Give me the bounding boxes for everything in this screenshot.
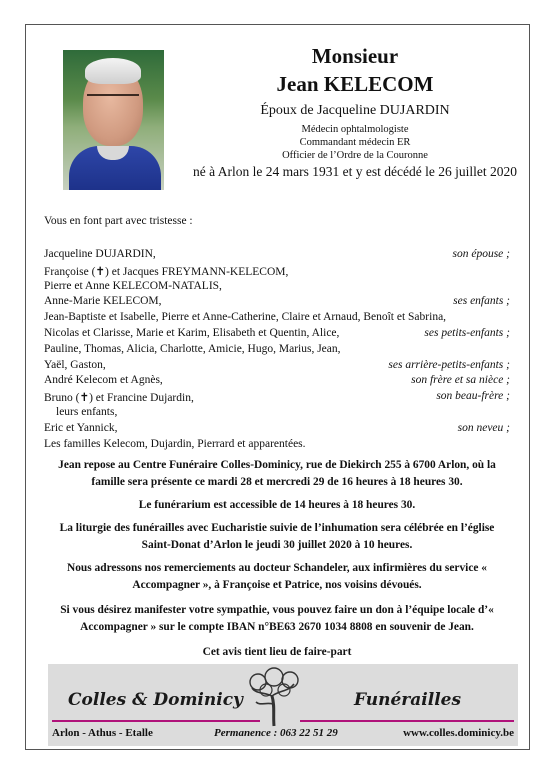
- funeral-home-banner: [48, 664, 518, 746]
- role-line: Commandant médecin ER: [299, 137, 411, 148]
- family-row: [44, 327, 510, 343]
- family-row: [44, 374, 510, 390]
- family-names: Bruno (✝) et Francine Dujardin,: [44, 392, 194, 405]
- family-row: [44, 406, 510, 422]
- family-row: [44, 295, 510, 311]
- family-relation: ses enfants ;: [453, 295, 510, 308]
- phone-number[interactable]: Permanence : 063 22 51 29: [214, 727, 338, 739]
- accent-line: [52, 720, 260, 722]
- accent-line: [300, 720, 514, 722]
- portrait-photo: [63, 50, 164, 190]
- family-names: Jacqueline DUJARDIN,: [44, 248, 156, 260]
- intro-text: Vous en font part avec tristesse :: [44, 215, 193, 227]
- family-relation: son beau-frère ;: [436, 390, 510, 403]
- family-names: Les familles Kelecom, Dujardin, Pierrard et apparentées.: [44, 437, 306, 450]
- family-names: Anne-Marie KELECOM,: [44, 295, 162, 308]
- family-names: leurs enfants,: [56, 406, 118, 418]
- family-relation: son épouse ;: [452, 248, 510, 260]
- notice-funeral: La liturgie des funérailles avec Eucharistie suivie de l’inhumation sera célébrée en l’église Saint-Donat d’Arlon le jeudi 30 juillet 2020 à 10 heures.: [59, 522, 495, 551]
- family-names: Eric et Yannick,: [44, 421, 118, 434]
- birth-death-line: né à Arlon le 24 mars 1931 et y est décédé le 26 juillet 2020: [193, 164, 517, 179]
- family-names: Pierre et Anne KELECOM-NATALIS,: [44, 279, 222, 292]
- family-names: Yaël, Gaston,: [44, 358, 106, 371]
- family-row: [44, 248, 510, 264]
- role-line: Officier de l’Ordre de la Couronne: [282, 150, 428, 161]
- family-relation: ses petits-enfants ;: [424, 327, 510, 339]
- family-names: Françoise (✝) et Jacques FREYMANN-KELECOM,: [44, 265, 289, 278]
- family-row: [44, 359, 510, 375]
- notice-faire-part: Cet avis tient lieu de faire-part: [202, 646, 352, 658]
- notice-wake: Jean repose au Centre Funéraire Colles-Dominicy, rue de Diekirch 255 à 6700 Arlon, où la famille sera présente ce mardi 28 et mercredi 29 de 16 heures à 18 heures 30.: [58, 459, 496, 488]
- notice-hours: Le funérarium est accessible de 14 heures à 18 heures 30.: [138, 499, 416, 511]
- brand-tagline: Funérailles: [354, 690, 462, 710]
- locations: Arlon - Athus - Etalle: [52, 727, 153, 739]
- family-relation: ses arrière-petits-enfants ;: [388, 358, 510, 371]
- deceased-name: Jean KELECOM: [276, 72, 434, 96]
- spouse-line: Époux de Jacqueline DUJARDIN: [260, 103, 450, 118]
- tree-logo-icon: [244, 666, 304, 728]
- family-row: [44, 422, 510, 438]
- notice-thanks: Nous adressons nos remerciements au docteur Schandeler, aux infirmières du service « Accompagner », à Françoise et Patrice, nos voisins dévoués.: [67, 562, 487, 591]
- family-row: [44, 264, 510, 280]
- family-names: Jean-Baptiste et Isabelle, Pierre et Anne-Catherine, Claire et Arnaud, Benoît et Sabrina,: [44, 311, 447, 324]
- family-row: [44, 390, 510, 406]
- family-row: [44, 343, 510, 359]
- role-line: Médecin ophtalmologiste: [301, 124, 409, 135]
- family-row: [44, 438, 510, 454]
- family-row: [44, 311, 510, 327]
- website-link[interactable]: www.colles.dominicy.be: [403, 727, 514, 739]
- honorific: Monsieur: [311, 44, 399, 68]
- family-row: [44, 280, 510, 296]
- brand-name: Colles & Dominicy: [68, 690, 243, 710]
- family-names: Pauline, Thomas, Alicia, Charlotte, Amicie, Hugo, Marius, Jean,: [44, 342, 341, 355]
- family-relation: son neveu ;: [457, 421, 510, 434]
- family-names: Nicolas et Clarisse, Marie et Karim, Elisabeth et Quentin, Alice,: [44, 327, 340, 339]
- notice-donation: Si vous désirez manifester votre sympathie, vous pouvez faire un don à l’équipe locale d’« Accompagner » sur le compte IBAN n°BE63 2670 1034 8808 en souvenir de Jean.: [60, 604, 494, 633]
- family-relation: son frère et sa nièce ;: [411, 374, 510, 387]
- family-names: André Kelecom et Agnès,: [44, 374, 163, 387]
